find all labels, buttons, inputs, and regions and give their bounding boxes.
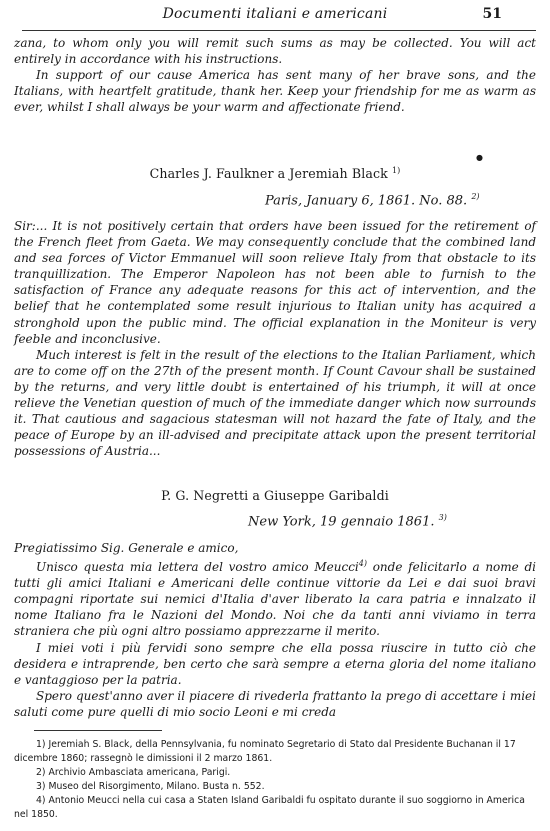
footnote-1: 1) Jeremiah S. Black, della Pennsylvania, fu nominato Segretario di Stato dal Presidente Buchanan il 17 dicembre 1860; rassegnò le dimissioni il 2 marzo 1861. [14,739,516,764]
letter-2-place-date [248,513,447,529]
letter-2-place-note: 3) [438,513,447,522]
letter-1-place-note: 2) [471,192,480,201]
letter-2-paragraph-1 [14,556,536,639]
letter-1-body [14,218,536,459]
running-head-title: Documenti italiani e americani [162,6,388,22]
continuation-paragraph-1: zana, to whom only you will remit such sums as may be collected. You will act entirely in accordance with his instructions. [14,36,536,67]
continuation-text [14,35,536,115]
header-rule [22,30,536,31]
letter-2-salutation: Pregiatissimo Sig. Generale e amico, [14,541,239,555]
continuation-paragraph-2: In support of our cause America has sent many of her brave sons, and the Italians, with heartfelt gratitude, thank her. Keep your friendship for me as warm as ever, whilst I shall always be your warm and affectionate friend. [14,68,536,115]
letter-1-place-date [265,192,480,208]
footnote-rule [34,730,162,731]
footnotes [14,738,536,821]
page-number: 51 [482,6,502,22]
letter-1-heading [0,166,550,181]
letter-1-heading-note: 1) [391,166,401,175]
running-head [14,3,536,29]
footnote-2: 2) Archivio Ambasciata americana, Parigi. [36,766,231,778]
letter-1-place-date-text: Paris, January 6, 1861. No. 88. [265,193,468,209]
letter-2-body [14,540,536,720]
letter-2-paragraph-3: Spero quest'anno aver il piacere di rivederla frattanto la prego di accettare i miei saluti come pure quelli di mio socio Leoni e mi creda [14,688,536,719]
letter-2-paragraph-1-start: Unisco questa mia lettera del vostro amico Meucci [36,560,359,575]
letter-1-paragraph-2: Much interest is felt in the result of the elections to the Italian Parliament, which are to come off on the 27th of the present month. If Count Cavour shall be sustained by the returns, and very little doubt is entertained of his triumph, it will at once relieve the Venetian question of much of the immediate danger which now surrounds it. That cautious and sagacious statesman will not hazard the fate of Italy, and the peace of Europe by an ill-advised and precipitate attack upon the present territorial possessions of Austria... [14,347,536,459]
letter-2-paragraph-1-rest: onde felicitarlo a nome di tutti gli amici Italiani e Americani delle continue vittorie da Lei e dai suoi bravi compagni riportate sui nemici d'Italia d'aver liberato la cara patria e innalzato il nome Italiano fra le Nazioni del Mondo. Noi che da tanti anni viviamo in terra straniera che più ogni altro possiamo apprezzarne il merito. [14,560,537,639]
letter-2-paragraph-1-note: 4) [358,559,367,569]
letter-2-place-date-text: New York, 19 gennaio 1861. [248,514,435,530]
bullet-mark: ● [476,153,483,162]
footnote-3: 3) Museo del Risorgimento, Milano. Busta n. 552. [36,780,265,792]
letter-1-heading-text: Charles J. Faulkner a Jeremiah Black [149,166,388,182]
footnote-4: 4) Antonio Meucci nella cui casa a Staten Island Garibaldi fu ospitato durante il suo soggiorno in America nel 1850. [14,794,525,820]
letter-1-paragraph-1: Sir:... It is not positively certain that orders have been issued for the retirement of the French fleet from Gaeta. We may consequently conclude that the combined land and sea forces of Victor Emmanuel will soon relieve Italy from that obstacle to its tranquillization. The Emperor Napoleon has not been able to furnish to the satisfaction of France any adequate reasons for this act of intervention, and the belief that he contemplated some result injurious to Italian unity has acquired a stronghold upon the public mind. The official explanation in the Moniteur is very feeble and inconclusive. [14,219,536,346]
letter-2-heading-text: P. G. Negretti a Giuseppe Garibaldi [161,488,389,503]
letter-2-heading [0,488,550,503]
letter-2-paragraph-2: I miei voti i più fervidi sono sempre che ella possa riuscire in tutto ciò che desidera e intraprende, ben certo che sarà sempre a eterna gloria del nome italiano e vantaggioso per la patria. [14,640,536,687]
